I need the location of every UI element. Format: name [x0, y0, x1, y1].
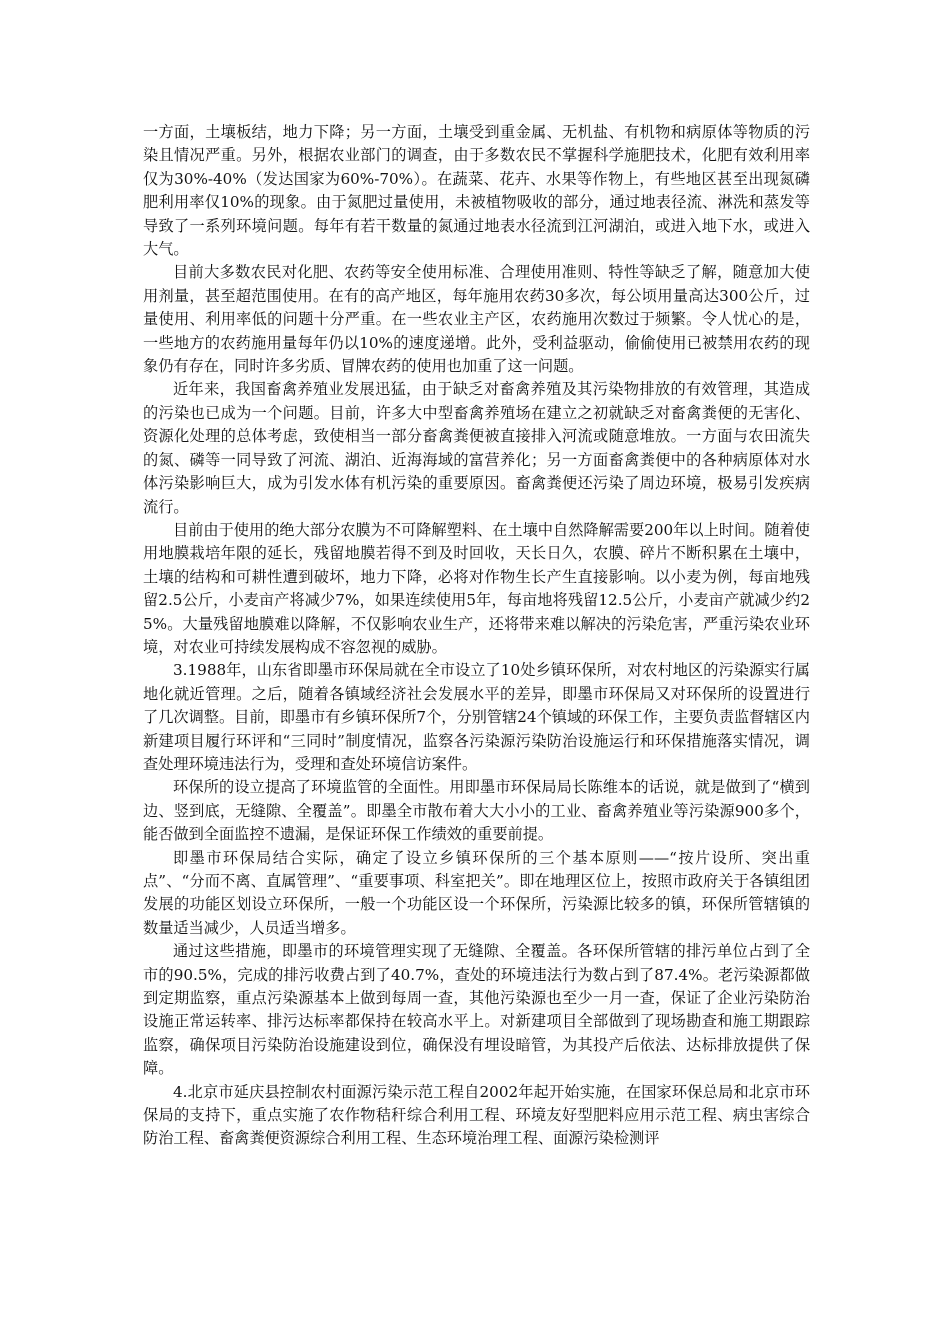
- document-body: [143, 121, 810, 1151]
- paragraph-jimo-coverage: 环保所的设立提高了环境监管的全面性。用即墨市环保局局长陈维本的话说，就是做到了“横到边、竖到底，无缝隙、全覆盖”。即墨全市散布着大大小小的工业、畜禽养殖业等污染源900多个，能否做到全面监控不遗漏，是保证环保工作绩效的重要前提。: [143, 778, 810, 844]
- paragraph-jimo-results: 通过这些措施，即墨市的环境管理实现了无缝隙、全覆盖。各环保所管辖的排污单位占到了全市的90.5%，完成的排污收费占到了40.7%，查处的环境违法行为数占到了87.4%。老污染源都做到定期监察，重点污染源基本上做到每周一查，其他污染源也至少一月一查，保证了企业污染防治设施正常运转率、排污达标率都保持在较高水平上。对新建项目全部做到了现场勘查和施工期跟踪监察，确保项目污染防治设施建设到位，确保没有埋设暗管，为其投产后依法、达标排放提供了保障。: [143, 942, 810, 1078]
- paragraph-plastic-film: 目前由于使用的绝大部分农膜为不可降解塑料、在土壤中自然降解需要200年以上时间。随着使用地膜栽培年限的延长，残留地膜若得不到及时回收，天长日久，农膜、碎片不断积累在土壤中，土壤的结构和可耕性遭到破坏，地力下降，必将对作物生长产生直接影响。以小麦为例，每亩地残留2.5公斤，小麦亩产将减少7%，如果连续使用5年，每亩地将残留12.5公斤，小麦亩产就减少约25%。大量残留地膜难以降解，不仅影响农业生产，还将带来难以解决的污染危害，严重污染农业环境，对农业可持续发展构成不容忽视的威胁。: [143, 520, 810, 656]
- paragraph-livestock-pollution: 近年来，我国畜禽养殖业发展迅猛，由于缺乏对畜禽养殖及其污染物排放的有效管理，其造成的污染也已成为一个问题。目前，许多大中型畜禽养殖场在建立之初就缺乏对畜禽粪便的无害化、资源化处理的总体考虑，致使相当一部分畜禽粪便被直接排入河流或随意堆放。一方面与农田流失的氮、磷等一同导致了河流、湖泊、近海海域的富营养化；另一方面畜禽粪便中的各种病原体对水体污染影响巨大，成为引发水体有机污染的重要原因。畜禽粪便还污染了周边环境，极易引发疾病流行。: [143, 380, 810, 516]
- paragraph-jimo-case: 3.1988年，山东省即墨市环保局就在全市设立了10处乡镇环保所，对农村地区的污染源实行属地化就近管理。之后，随着各镇域经济社会发展水平的差异，即墨市环保局又对环保所的设置进行了几次调整。目前，即墨市有乡镇环保所7个，分别管辖24个镇域的环保工作，主要负责监督辖区内新建项目履行环评和“三同时”制度情况，监察各污染源污染防治设施运行和环保措施落实情况，调查处理环境违法行为，受理和查处环境信访案件。: [143, 661, 810, 773]
- paragraph-jimo-principles: 即墨市环保局结合实际，确定了设立乡镇环保所的三个基本原则——“按片设所、突出重点”、“分而不离、直属管理”、“重要事项、科室把关”。即在地理区位上，按照市政府关于各镇组团发展的功能区划设立环保所，一般一个功能区设一个环保所，污染源比较多的镇，环保所管辖镇的数量适当减少，人员适当增多。: [143, 848, 810, 937]
- paragraph-pesticide-use: 目前大多数农民对化肥、农药等安全使用标准、合理使用准则、特性等缺乏了解，随意加大使用剂量，甚至超范围使用。在有的高产地区，每年施用农药30多次，每公顷用量高达300公斤，过量使用、利用率低的问题十分严重。在一些农业主产区，农药施用次数过于频繁。令人忧心的是，一些地方的农药施用量每年仍以10%的速度递增。此外，受利益驱动，偷偷使用已被禁用农药的现象仍有存在，同时许多劣质、冒牌农药的使用也加重了这一问题。: [143, 263, 810, 376]
- paragraph-yanqing-case: 4.北京市延庆县控制农村面源污染示范工程自2002年起开始实施，在国家环保总局和北京市环保局的支持下，重点实施了农作物秸秆综合利用工程、环境友好型肥料应用示范工程、病虫害综合防治工程、畜禽粪便资源综合利用工程、生态环境治理工程、面源污染检测评: [143, 1082, 810, 1148]
- paragraph-fertilizer-pollution: 一方面，土壤板结，地力下降；另一方面，土壤受到重金属、无机盐、有机物和病原体等物质的污染且情况严重。另外，根据农业部门的调查，由于多数农民不掌握科学施肥技术，化肥有效利用率仅为30%-40%（发达国家为60%-70%）。在蔬菜、花卉、水果等作物上，有些地区甚至出现氮磷肥利用率仅10%的现象。由于氮肥过量使用，未被植物吸收的部分，通过地表径流、淋洗和蒸发等导致了一系列环境问题。每年有若干数量的氮通过地表水径流到江河湖泊，或进入地下水，或进入大气。: [143, 123, 810, 259]
